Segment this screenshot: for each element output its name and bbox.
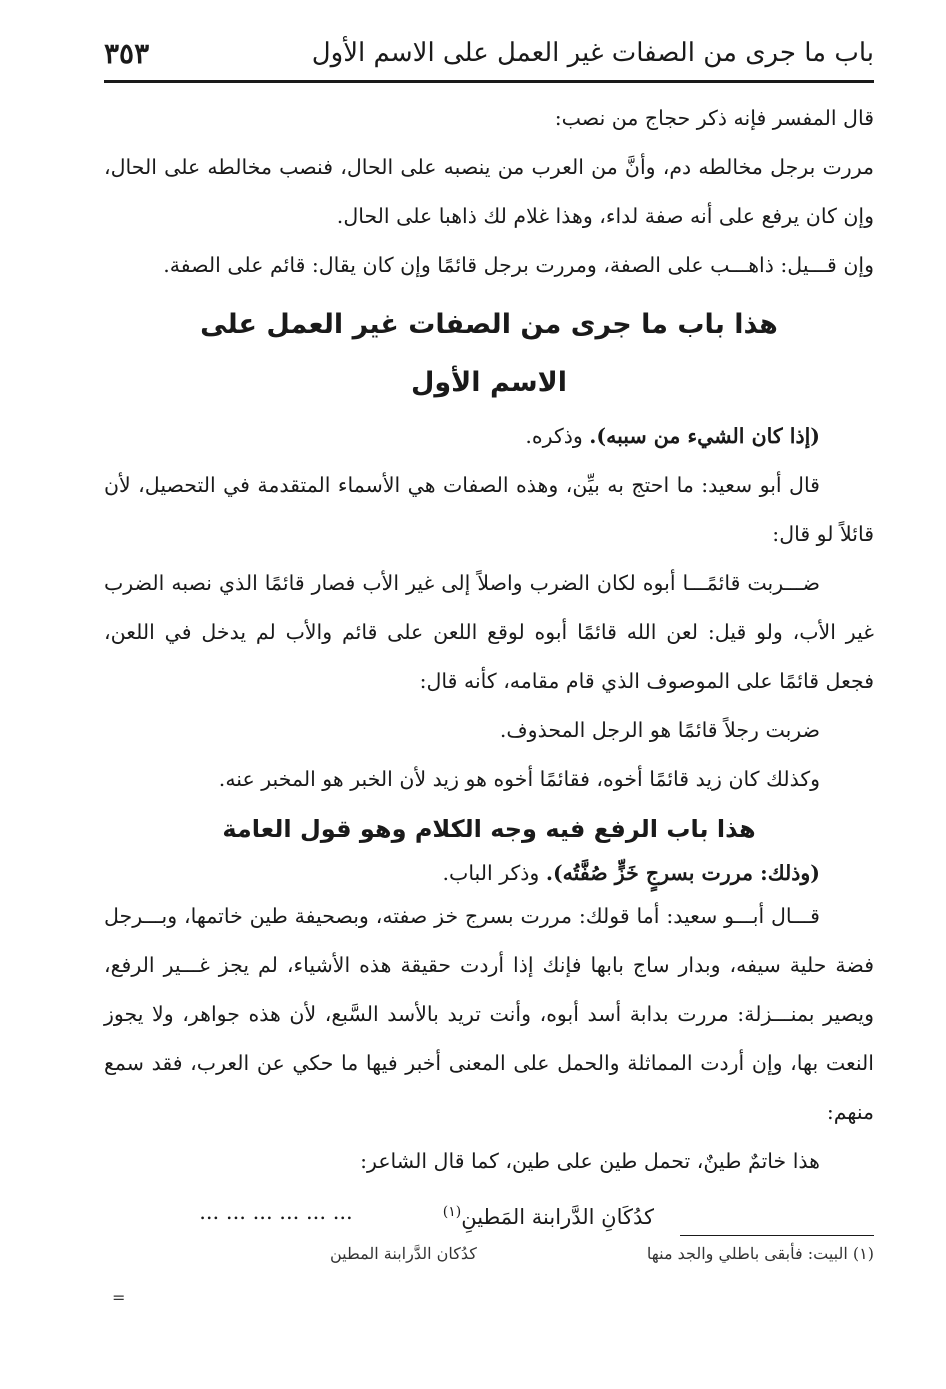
page-body: [104, 94, 874, 1243]
footnote-text: (١) البيت: فأبقى باطلي والجد منها: [646, 1244, 874, 1263]
chapter-intro: [104, 412, 874, 461]
header-rule: [104, 80, 874, 83]
chapter-heading-line2: الاسم الأول: [410, 367, 568, 398]
paragraph: ضربت رجلاً قائمًا هو الرجل المحذوف.: [499, 718, 820, 742]
intro-rest: وذكر الباب.: [442, 861, 546, 885]
chapter-heading-line1: هذا باب ما جرى من الصفات غير العمل على: [200, 309, 778, 340]
intro-quote: (وذلك: مررت بسرجٍ خَزٍّ صُفَّتُه).: [545, 861, 820, 885]
verse-ellipsis: ... ... ... ... ... ...: [199, 1200, 353, 1224]
section-intro: [104, 854, 874, 892]
page-number: ٣٥٣: [104, 36, 150, 70]
running-title: باب ما جرى من الصفات غير العمل على الاسم الأول: [311, 38, 874, 68]
paragraph: قال أبو سعيد: ما احتج به بيِّن، وهذه الصفات هي الأسماء المتقدمة في التحصيل، لأن قائلاً لو قال:: [104, 473, 874, 546]
verse-hemistich: كدُكَانِ الدَّرابنة المَطينِ$^{(١)}$: [442, 1204, 654, 1229]
section-heading: هذا باب الرفع فيه وجه الكلام وهو قول العامة: [222, 815, 756, 843]
footnote: [330, 1244, 874, 1263]
paragraph: مررت برجل مخالطه دم، وأنَّ من العرب من ينصبه على الحال، فنصب مخالطه على الحال، وإن كان يرفع على أنه صفة لداء، وهذا غلام لك ذاهبا على الحال.: [104, 155, 874, 228]
paragraph: قال المفسر فإنه ذكر حجاج من نصب:: [554, 106, 874, 130]
footnote-marker: (١): [442, 1204, 462, 1220]
footnote-text-continued: كدُكان الدَّرابنة المطين: [330, 1244, 477, 1263]
paragraph: قـــال أبـــو سعيد: أما قولك: مررت بسرج خز صفته، وبصحيفة طين خاتمها، وبـــرجل فضة حلية سيفه، وبدار ساج بابها فإنك إذا أردت حقيقة هذه الأشياء، لم يجز غـــير الرفع، ويصير بمنـــزلة: مررت بدابة أسد أبوه، وأنت تريد بالأسد السَّبع، لأن هذه جواهر، ولا يجوز النعت بها، وإن أردت المماثلة والحمل على المعنى أخبر فيها ما حكي عن العرب، فقد سمع منهم:: [104, 904, 874, 1124]
paragraph: ضـــربت قائمًـــا أبوه لكان الضرب واصلاً إلى غير الأب فصار قائمًا الذي نصبه الضرب غير الأب، ولو قيل: لعن الله قائمًا أبوه لوقع اللعن على قائم والأب لم يدخل في اللعن، فجعل قائمًا على الموصوف الذي قام مقامه، كأنه قال:: [104, 571, 874, 693]
running-header: [104, 28, 874, 78]
paragraph: وإن قـــيل: ذاهـــب على الصفة، ومررت برجل قائمًا وإن كان يقال: قائم على الصفة.: [163, 253, 874, 277]
paragraph: هذا خاتمٌ طينٌ، تحمل طين على طين، كما قال الشاعر:: [360, 1149, 820, 1173]
footnote-rule: [680, 1235, 874, 1236]
intro-rest: وذكره.: [525, 424, 590, 448]
intro-quote: (إذا كان الشيء من سببه).: [589, 424, 820, 448]
continuation-mark: =: [112, 1288, 126, 1307]
paragraph: وكذلك كان زيد قائمًا أخوه، فقائمًا أخوه هو زيد لأن الخبر هو المخبر عنه.: [218, 767, 820, 791]
